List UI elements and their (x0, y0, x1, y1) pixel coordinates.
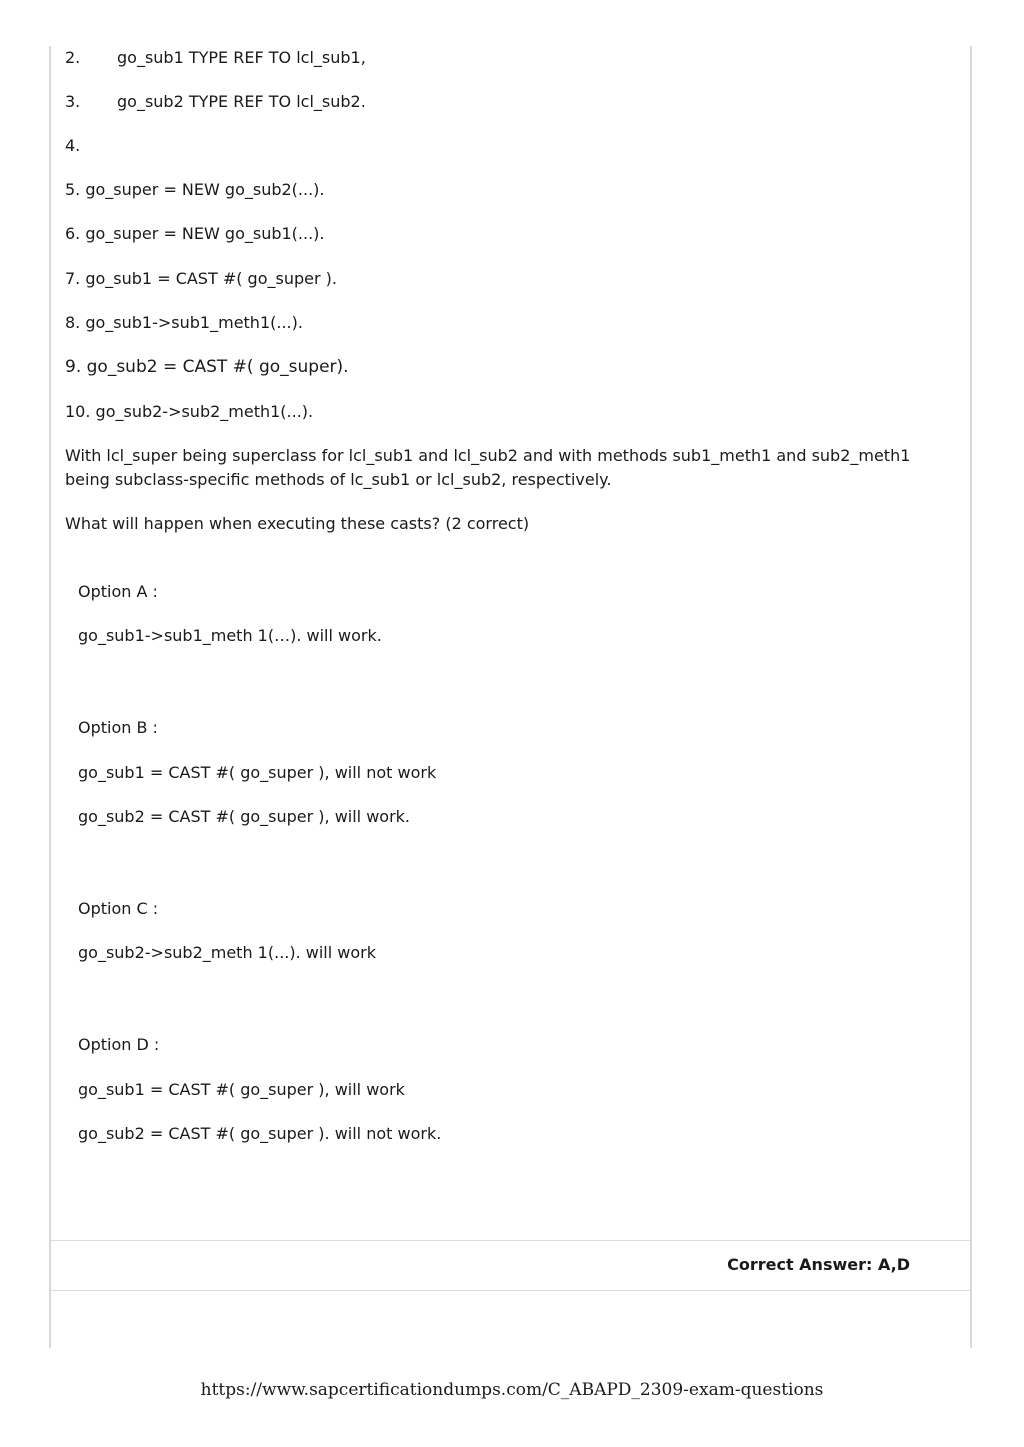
code-line: 6. go_super = NEW go_sub1(...). (65, 224, 325, 243)
option-d-label: Option D : (78, 1035, 160, 1054)
question-description: With lcl_super being superclass for lcl_sub1 and lcl_sub2 and with methods sub1_meth1 and sub2_meth1 being subclass-specific methods of lc_sub1 or lcl_sub2, respectively. (65, 446, 911, 489)
code-line: 8. go_sub1->sub1_meth1(...). (65, 313, 303, 332)
option-b-text: go_sub1 = CAST #( go_super ), will not work (78, 763, 437, 782)
code-line-text: go_sub2 TYPE REF TO lcl_sub2. (117, 92, 366, 111)
correct-answer: Correct Answer: A,D (727, 1255, 910, 1274)
option-b-label: Option B : (78, 718, 158, 737)
code-line (65, 90, 366, 114)
option-d-text: go_sub2 = CAST #( go_super ). will not work. (78, 1124, 442, 1143)
option-a-text: go_sub1->sub1_meth 1(…). will work. (78, 626, 382, 645)
code-line-number: 2. (65, 48, 81, 67)
option-b-text: go_sub2 = CAST #( go_super ), will work. (78, 807, 411, 826)
code-line: 9. go_sub2 = CAST #( go_super). (65, 357, 349, 377)
code-line: 10. go_sub2->sub2_meth1(...). (65, 402, 314, 421)
answer-divider-top (51, 1240, 970, 1241)
code-line (65, 134, 117, 158)
question-text: What will happen when executing these casts? (2 correct) (65, 514, 530, 533)
code-line-number: 4. (65, 136, 81, 155)
option-c-text: go_sub2->sub2_meth 1(...). will work (78, 943, 376, 962)
code-line-text: go_sub1 TYPE REF TO lcl_sub1, (117, 48, 366, 67)
option-a-label: Option A : (78, 582, 158, 601)
option-d-text: go_sub1 = CAST #( go_super ), will work (78, 1080, 405, 1099)
answer-divider-bottom (51, 1290, 970, 1291)
code-line: 7. go_sub1 = CAST #( go_super ). (65, 269, 337, 288)
option-c-label: Option C : (78, 899, 159, 918)
footer-url: https://www.sapcertificationdumps.com/C_ABAPD_2309-exam-questions (200, 1380, 824, 1400)
code-line: 5. go_super = NEW go_sub2(...). (65, 180, 325, 199)
code-line-number: 3. (65, 92, 81, 111)
code-line (65, 46, 366, 70)
